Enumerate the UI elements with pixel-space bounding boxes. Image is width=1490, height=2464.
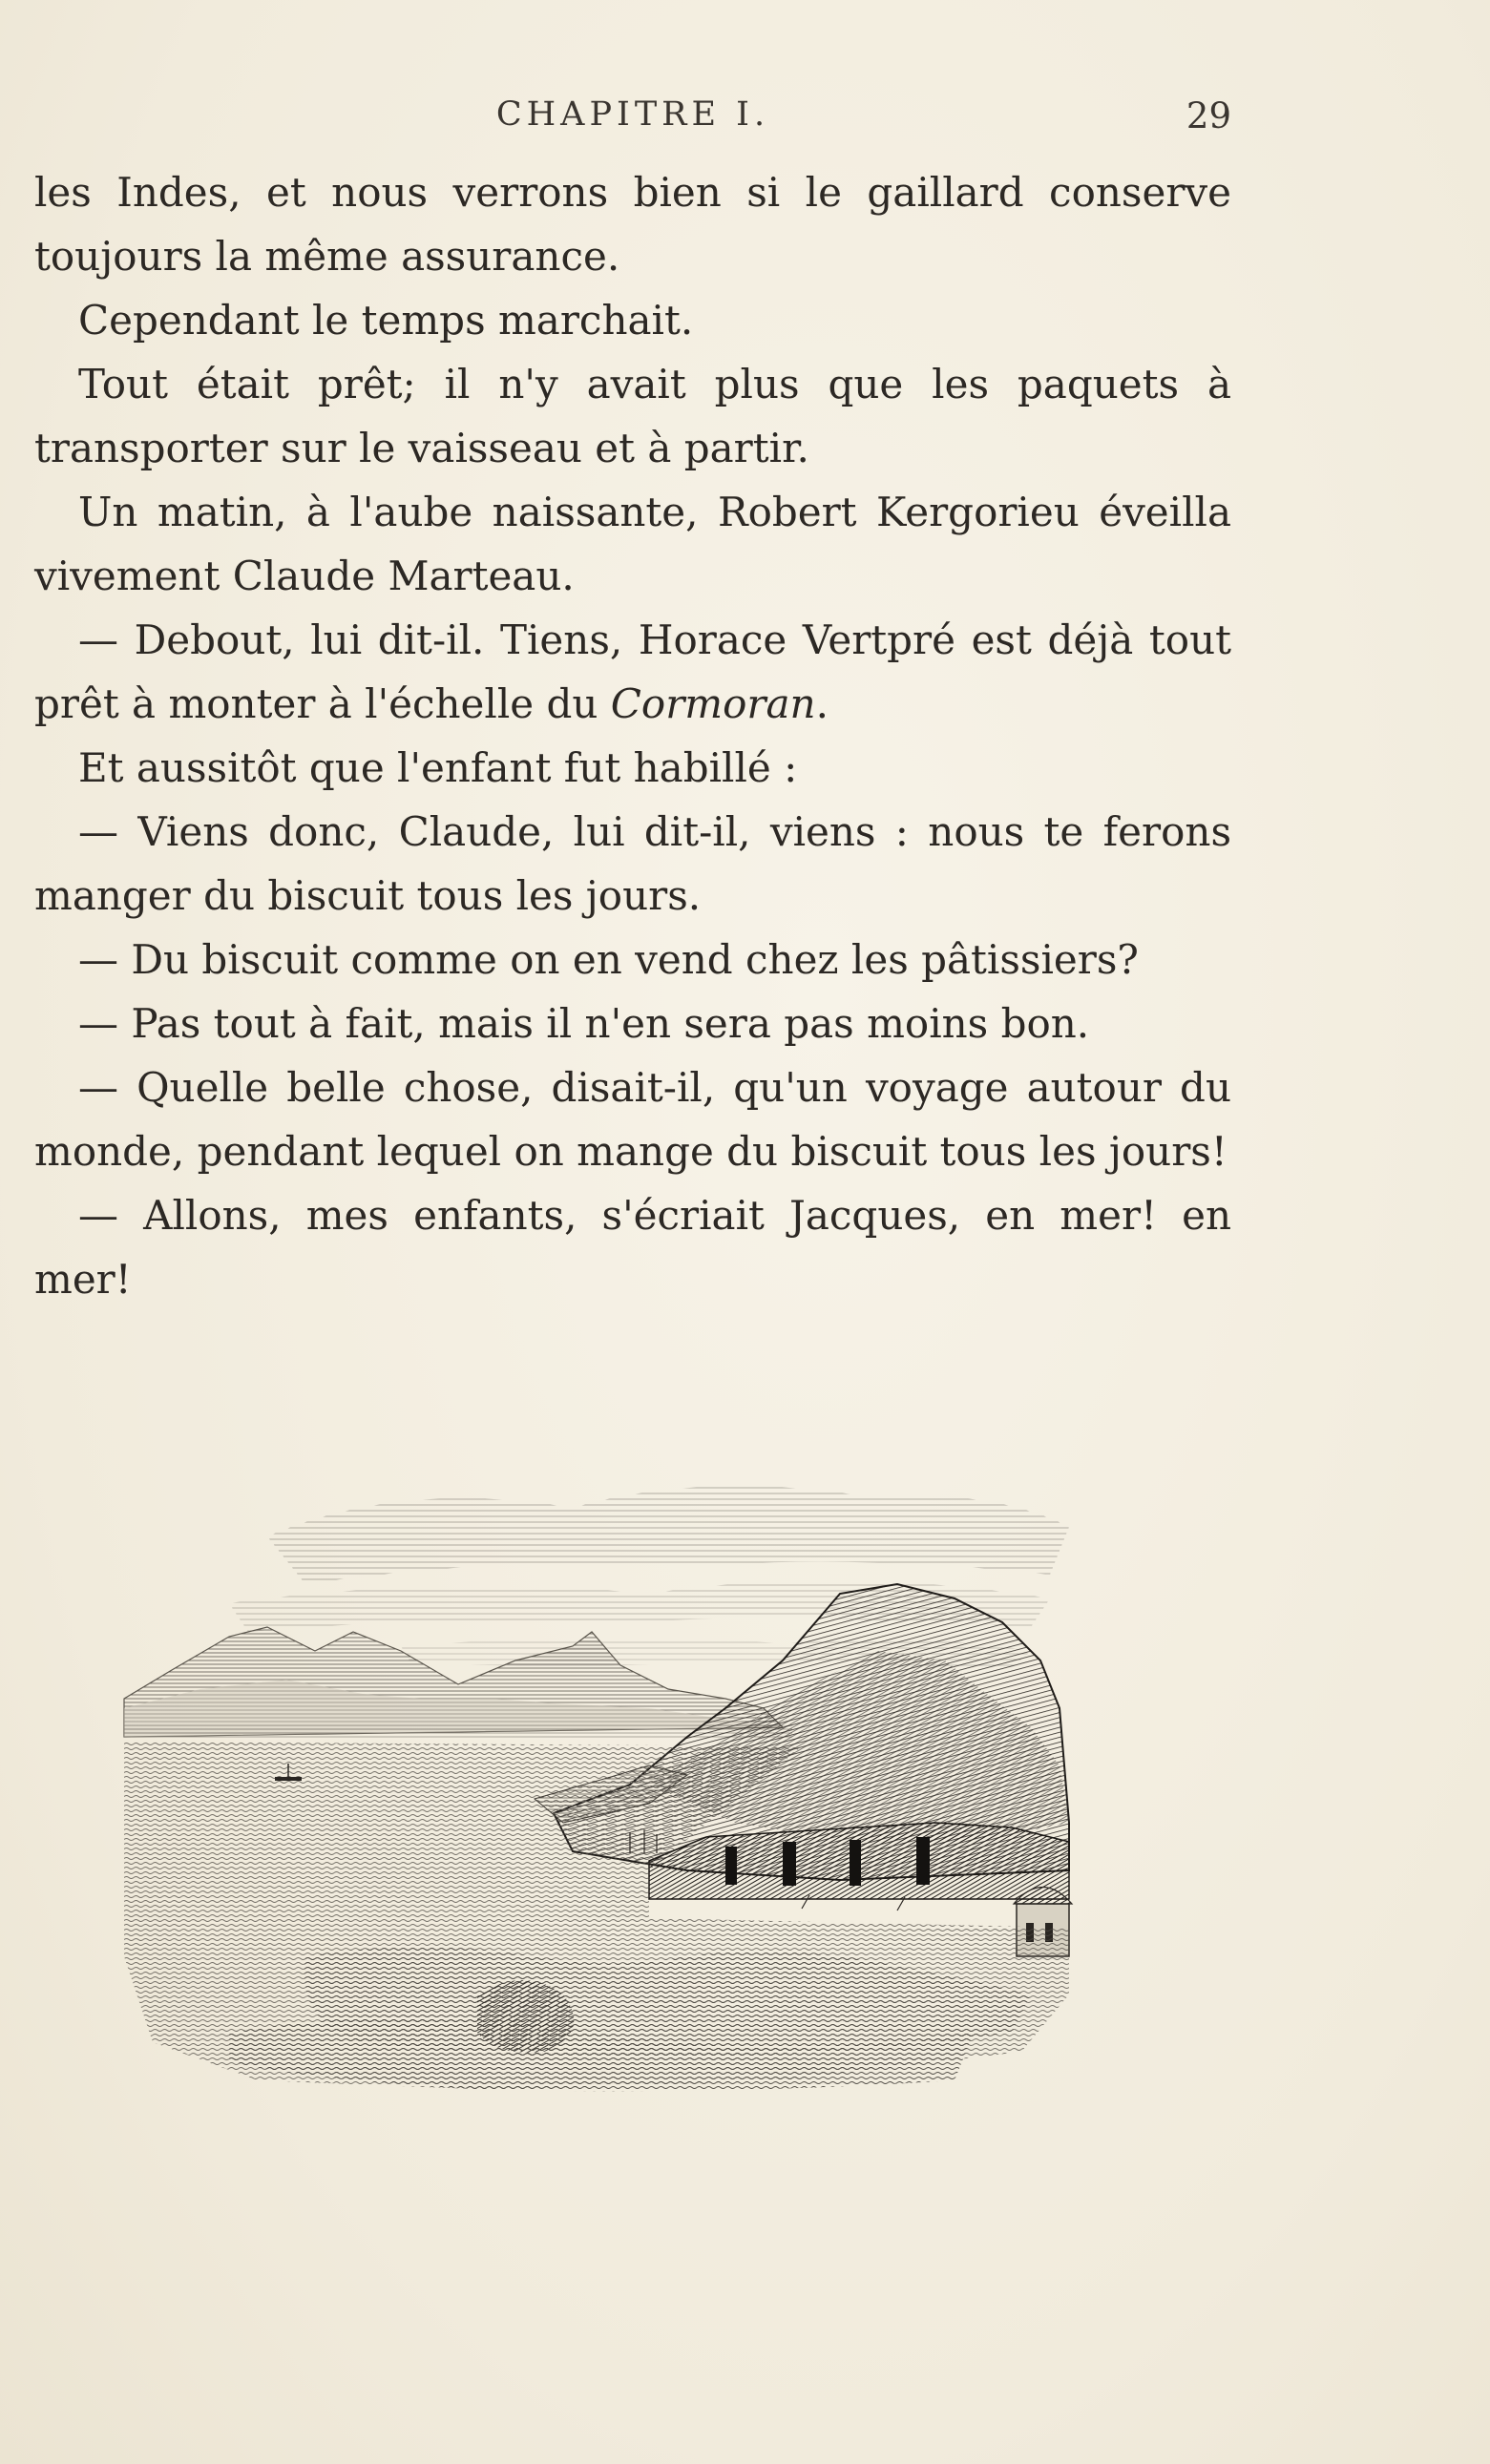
paragraph: — Pas tout à fait, mais il n'en sera pas moins bon. bbox=[78, 1000, 1090, 1047]
paragraph: — Allons, mes enfants, s'écriait Jacques, en mer! en mer! bbox=[34, 1192, 1231, 1303]
seascape-illustration bbox=[115, 1422, 1165, 2109]
seascape-engraving bbox=[115, 1422, 1165, 2109]
body-text bbox=[34, 160, 1231, 1311]
paragraph-text: — Debout, lui dit-il. Tiens, Horace Vertpré est déjà tout prêt à monter à l'échelle du bbox=[34, 616, 1231, 727]
paragraph bbox=[34, 608, 1231, 736]
paragraph: — Viens donc, Claude, lui dit-il, viens : nous te ferons manger du biscuit tous les jours. bbox=[34, 808, 1231, 919]
paragraph: les Indes, et nous verrons bien si le gaillard conserve toujours la même assurance. bbox=[34, 169, 1231, 280]
paragraph: Tout était prêt; il n'y avait plus que les paquets à transporter sur le vaisseau et à partir. bbox=[34, 361, 1231, 471]
page-number: 29 bbox=[1186, 95, 1231, 136]
paragraph: Cependant le temps marchait. bbox=[78, 297, 694, 344]
running-head bbox=[34, 95, 1231, 153]
paragraph: — Du biscuit comme on en vend chez les pâtissiers? bbox=[78, 936, 1139, 983]
paragraph-text: . bbox=[815, 680, 829, 727]
paragraph: Un matin, à l'aube naissante, Robert Kergorieu éveilla vivement Claude Marteau. bbox=[34, 489, 1231, 599]
paragraph: — Quelle belle chose, disait-il, qu'un voyage autour du monde, pendant lequel on mange du biscuit tous les jours! bbox=[34, 1064, 1231, 1175]
paragraph: Et aussitôt que l'enfant fut habillé : bbox=[78, 744, 798, 791]
chapter-title: CHAPITRE I. bbox=[495, 95, 770, 134]
ship-name: Cormoran bbox=[610, 680, 816, 727]
